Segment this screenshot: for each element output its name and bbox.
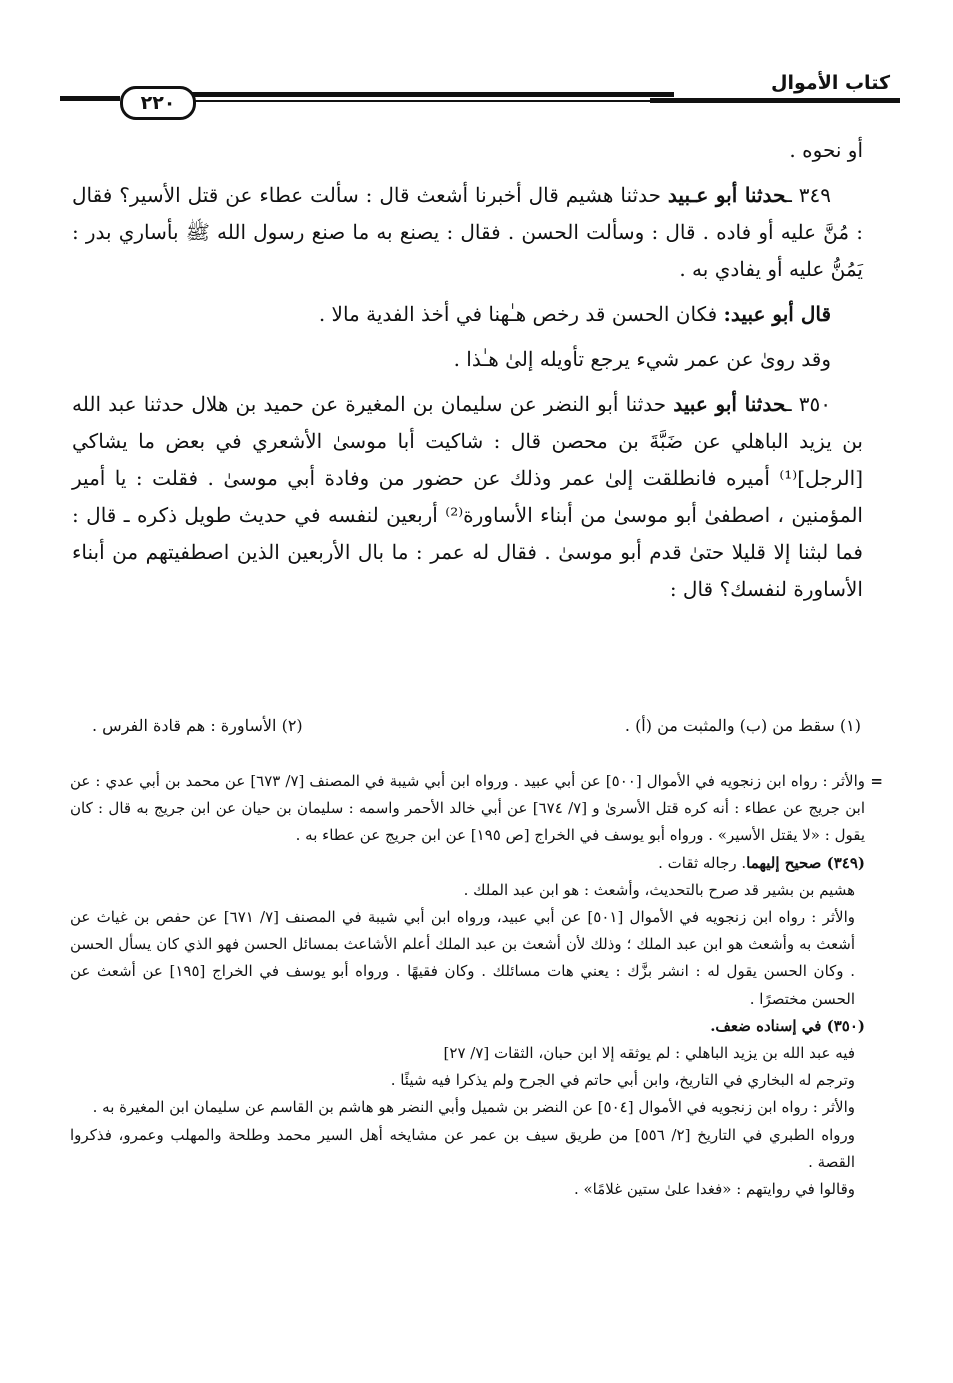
paragraph-umar: [72, 341, 863, 378]
note-350-heading: (٣٥٠) في إسناده ضعف.: [710, 1016, 865, 1035]
abu-ubaid-label: قال أبو عبيد:: [723, 302, 831, 326]
note-350: [70, 1013, 865, 1040]
commentary: [70, 768, 883, 1203]
page-header: [60, 72, 900, 122]
paragraph-0-text: أو نحوه .: [789, 138, 863, 162]
book-title: كتاب الأموال: [771, 72, 890, 94]
footnote-2: (٢) الأساورة : هم قادة الفرس .: [92, 716, 303, 735]
paragraph-350-text: حدثنا أبو النضر عن سليمان بن المغيرة عن حميد بن هلال حدثنا عبد الله بن يزيد الباهلي عن ضَبَّةَ بن محصن قال : شاكيت أبا موسىٰ الأشعري في بعض ما يشاكي [الرجل]⁽¹⁾ أميره فانطلقت إلىٰ عمر وذلك عن حضور من وفادة أبي موسىٰ . فقلت : يا أمير المؤمنين ، اصطفىٰ أبو موسىٰ من أبناء الأساورة⁽²⁾ أربعين لنفسه في حديث طويل ذكره ـ قال : فما لبثنا إلا قليلا حتىٰ قدم أبو موسىٰ . فقال له عمر : ما بال الأربعين الذين اصطفيتهم من أبناء الأساورة لنفسك؟ قال :: [72, 392, 863, 601]
note-350-line-2: وترجم له البخاري في التاريخ، وابن أبي حاتم في الجرح ولم يذكرا فيه شيئًا .: [390, 1071, 855, 1090]
note-349-line-2: والأثر : رواه ابن زنجويه في الأموال [٥٠١] عن أبي عبيد، ورواه ابن أبي شيبة في المصنف [٧/ ٦٧١] عن حفص بن غياث عن أشعث به وأشعث هو ابن عبد الملك ؛ وذلك لأن أشعث بن عبد الملك أعلم الأشاعث بمسائل الحسن فهو الذي كان يسأل الحسن . وكان الحسن يقول له : انشر بزَّك : يعني هات مسائلك . وكان فقيهًا . ورواه أبو يوسف في الخراج [١٩٥] عن أشعث عن الحسن مختصرًا .: [70, 908, 856, 1008]
note-349-line-1: هشيم بن بشير قد صرح بالتحديث، وأشعث : هو ابن عبد الملك .: [463, 880, 855, 899]
header-rule-right: [650, 98, 900, 103]
narrator-350: حدثنا أبو عبيد: [673, 392, 786, 416]
footnote-1: (١) سقط من (ب) والمثبت من (أ) .: [624, 716, 861, 735]
abu-ubaid-text: فكان الحسن قد رخص هـٰهنا في أخذ الفدية مالا .: [318, 302, 724, 326]
note-350-line-4: ورواه الطبري في التاريخ [٢/ ٥٥٦] من طريق سيف بن عمر عن مشايخه أهل السير محمد وطلحة والمهلب وعمرو، فذكروا القصة .: [70, 1125, 855, 1171]
note-continued: [70, 768, 883, 850]
hadith-number-350: ٣٥٠ ـ: [785, 392, 831, 416]
paragraph-349: [72, 177, 863, 288]
header-rule-thin: [182, 100, 674, 102]
hadith-number-349: ٣٤٩ ـ: [785, 183, 831, 207]
main-text: [72, 132, 863, 616]
note-350-line-3: والأثر : رواه ابن زنجويه في الأموال [٥٠٤] عن النضر بن شميل وأبي النضر هو هاشم بن القاسم عن سليمان ابن المغيرة به .: [92, 1098, 855, 1117]
paragraph-0: [72, 132, 863, 169]
paragraph-350: [72, 386, 863, 608]
paragraph-349-text: حدثنا هشيم قال أخبرنا أشعث قال : سألت عطاء عن قتل الأسير؟ فقال : مُنَّ عليه أو فاده . قال : وسألت الحسن . فقال : يصنع به ما صنع رسول الله ﷺ بأساري بدر : يَمُنُّ عليه أو يفادي به .: [72, 183, 863, 281]
continuation-mark: =: [870, 772, 883, 790]
note-349-heading: (٣٤٩) صحيح إليهما: [746, 853, 865, 872]
note-continued-text: والأثر : رواه ابن زنجويه في الأموال [٥٠٠] عن أبي عبيد . ورواه ابن أبي شيبة في المصنف [٧/ ٦٧٣] عن محمد بن أبي عدي : عن ابن جريج عن عطاء : أنه كره قتل الأسرىٰ و [٧/ ٦٧٤] عن أبي خالد الأحمر واسمه : سليمان بن حيان عن ابن جريج به قال : كان يقول : «لا يقتل الأسير» . ورواه أبو يوسف في الخراج [ص ١٩٥] عن ابن جريج عن عطاء به .: [70, 772, 865, 845]
note-349: [70, 850, 865, 877]
umar-text: وقد روىٰ عن عمر شيء يرجع تأويله إلىٰ هـٰذا .: [453, 347, 831, 371]
note-350-line-5: وقالوا في روايتهم : «فغدا علىٰ ستين غلامًا» .: [573, 1180, 855, 1199]
paragraph-abu-ubaid: [72, 296, 863, 333]
page-number: ٢٢٠: [120, 86, 196, 120]
note-350-line-1: فيه عبد الله بن يزيد الباهلي : لم يوثقه إلا ابن حبان، الثقات [٧/ ٢٧]: [443, 1044, 855, 1063]
narrator-349: حدثنا أبو عـبيد: [667, 183, 786, 207]
header-rule-thick: [182, 92, 674, 97]
note-349-rest: . رجاله ثقات .: [658, 853, 747, 872]
footnotes: [92, 712, 861, 740]
header-rule-tail: [60, 96, 120, 101]
